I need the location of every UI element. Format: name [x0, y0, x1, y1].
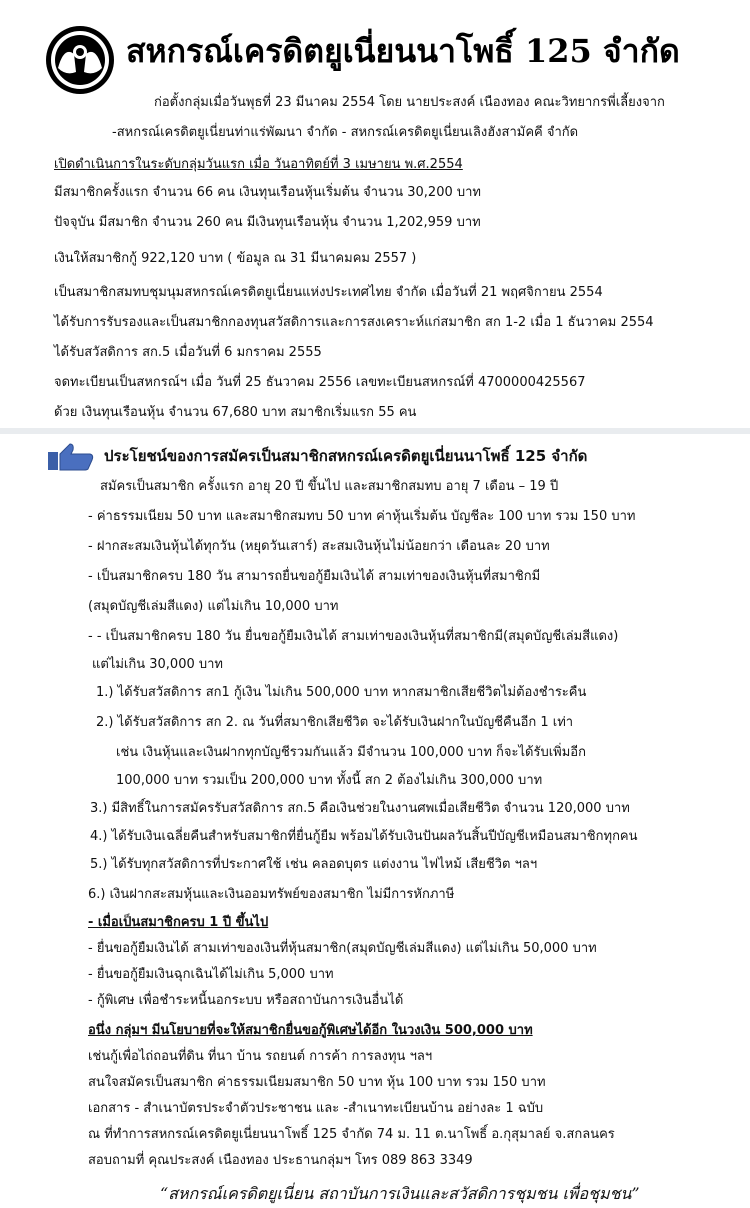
- benefit-line-special-loan: - กู้พิเศษ เพื่อชำระหนี้นอกระบบ หรือสถาบันการเงินอื่นได้: [88, 993, 404, 1008]
- benefit-line-apply: สนใจสมัครเป็นสมาชิก ค่าธรรมเนียมสมาชิก 50 บาท หุ้น 100 บาท รวม 150 บาท: [88, 1075, 546, 1090]
- benefit-line-dividend: 4.) ได้รับเงินเฉลี่ยคืนสำหรับสมาชิกที่ยื่นกู้ยืม พร้อมได้รับเงินปันผลวันสิ้นปีบัญชีเหมือนสมาชิกทุกคน: [90, 829, 638, 844]
- closing-slogan: “สหกรณ์เครดิตยูเนี่ยน สถาบันการเงินและสวัสดิการชุมชน เพื่อชุมชน”: [160, 1184, 640, 1203]
- thumbs-up-icon: [46, 442, 96, 472]
- benefit-line-one-year: - เมื่อเป็นสมาชิกครบ 1 ปี ขึ้นไป: [88, 915, 269, 930]
- benefit-line-address: ณ ที่ทำการสหกรณ์เครดิตยูเนี่ยนนาโพธิ์ 125 จำกัด 74 ม. 11 ต.นาโพธิ์ อ.กุสุมาลย์ จ.สกลนคร: [88, 1127, 615, 1142]
- benefit-line-documents: เอกสาร - สำเนาบัตรประจำตัวประชาชน และ -สำเนาทะเบียนบ้าน อย่างละ 1 ฉบับ: [88, 1101, 544, 1116]
- benefit-line-sk2-total: 100,000 บาท รวมเป็น 200,000 บาท ทั้งนี้ สก 2 ต้องไม่เกิน 300,000 บาท: [116, 773, 543, 788]
- benefit-line-30000: แต่ไม่เกิน 30,000 บาท: [92, 657, 224, 672]
- history-league-member-line: เป็นสมาชิกสมทบชุมนุมสหกรณ์เครดิตยูเนี่ยนแห่งประเทศไทย จำกัด เมื่อวันที่ 21 พฤศจิกายน 2554: [54, 285, 603, 300]
- benefits-title: ประโยชน์ของการสมัครเป็นสมาชิกสหกรณ์เครดิตยูเนี่ยนนาโพธิ์ 125 จำกัด: [104, 447, 588, 465]
- founded-line: ก่อตั้งกลุ่มเมื่อวันพุธที่ 23 มีนาคม 2554 โดย นายประสงค์ เนืองทอง คณะวิทยากรพี่เลี้ยงจาก: [154, 95, 665, 110]
- benefit-line-no-tax: 6.) เงินฝากสะสมหุ้นและเงินออมทรัพย์ของสมาชิก ไม่มีการหักภาษี: [88, 887, 455, 902]
- history-welfare-fund-line: ได้รับการรับรองและเป็นสมาชิกกองทุนสวัสดิการและการสงเคราะห์แก่สมาชิก สก 1-2 เมื่อ 1 ธันวาคม 2554: [54, 315, 654, 330]
- benefits-document: [0, 434, 750, 1208]
- benefit-line-sk2: 2.) ได้รับสวัสดิการ สก 2. ณ วันที่สมาชิกเสียชีวิต จะได้รับเงินฝากในบัญชีคืนอีก 1 เท่า: [96, 715, 574, 730]
- history-initial-capital-line: ด้วย เงินทุนเรือนหุ้น จำนวน 67,680 บาท สมาชิกเริ่มแรก 55 คน: [54, 405, 417, 420]
- history-loans-line: เงินให้สมาชิกกู้ 922,120 บาท ( ข้อมูล ณ 31 มีนาคมคม 2557 ): [54, 251, 417, 266]
- benefit-line-policy: อนึ่ง กลุ่มฯ มีนโยบายที่จะให้สมาชิกยื่นขอกู้พิเศษได้อีก ในวงเงิน 500,000 บาท: [88, 1023, 533, 1038]
- benefit-line-180-days: - เป็นสมาชิกครบ 180 วัน สามารถยื่นขอกู้ยืมเงินได้ สามเท่าของเงินหุ้นที่สมาชิกมี: [88, 569, 541, 584]
- cooperative-info-document: [0, 0, 750, 429]
- history-registration-line: จดทะเบียนเป็นสหกรณ์ฯ เมื่อ วันที่ 25 ธันวาคม 2556 เลขทะเบียนสหกรณ์ที่ 4700000425567: [54, 375, 586, 390]
- benefit-line-contact: สอบถามที่ คุณประสงค์ เนืองทอง ประธานกลุ่มฯ โทร 089 863 3349: [88, 1153, 473, 1168]
- hands-coin-logo-icon: [44, 24, 116, 96]
- benefit-line-one-year-loan: - ยื่นขอกู้ยืมเงินได้ สามเท่าของเงินที่หุ้นสมาชิก(สมุดบัญชีเล่มสีแดง) แต่ไม่เกิน 50,000 บาท: [88, 941, 597, 956]
- mentors-line: -สหกรณ์เครดิตยูเนี่ยนท่าแร่พัฒนา จำกัด - สหกรณ์เครดิตยูเนี่ยนเลิงฮังสามัคคี จำกัด: [112, 125, 579, 140]
- benefit-line-sk2-example: เช่น เงินหุ้นและเงินฝากทุกบัญชีรวมกันแล้ว มีจำนวน 100,000 บาท ก็จะได้รับเพิ่มอีก: [116, 745, 586, 760]
- benefit-line-180-days-2: - - เป็นสมาชิกครบ 180 วัน ยื่นขอกู้ยืมเงินได้ สามเท่าของเงินหุ้นที่สมาชิกมี(สมุดบัญชีเล่มสีแดง): [88, 629, 619, 644]
- benefit-line-age: สมัครเป็นสมาชิก ครั้งแรก อายุ 20 ปี ขึ้นไป และสมาชิกสมทบ อายุ 7 เดือน – 19 ปี: [100, 479, 559, 494]
- benefit-line-sk1: 1.) ได้รับสวัสดิการ สก1 กู้เงิน ไม่เกิน 500,000 บาท หากสมาชิกเสียชีวิตไม่ต้องชำระคืน: [96, 685, 587, 700]
- history-opening-line: เปิดดำเนินการในระดับกลุ่มวันแรก เมื่อ วันอาทิตย์ที่ 3 เมษายน พ.ศ.2554: [54, 157, 463, 172]
- benefit-line-10000: (สมุดบัญชีเล่มสีแดง) แต่ไม่เกิน 10,000 บาท: [88, 599, 339, 614]
- benefit-line-policy-examples: เช่นกู้เพื่อไถ่ถอนที่ดิน ที่นา บ้าน รถยนต์ การค้า การลงทุน ฯลฯ: [88, 1049, 433, 1064]
- history-welfare-sk5-line: ได้รับสวัสดิการ สก.5 เมื่อวันที่ 6 มกราคม 2555: [54, 345, 322, 360]
- history-first-members-line: มีสมาชิกครั้งแรก จำนวน 66 คน เงินทุนเรือนหุ้นเริ่มต้น จำนวน 30,200 บาท: [54, 185, 482, 200]
- benefit-line-deposit: - ฝากสะสมเงินหุ้นได้ทุกวัน (หยุดวันเสาร์) สะสมเงินหุ้นไม่น้อยกว่า เดือนละ 20 บาท: [88, 539, 550, 554]
- benefit-line-emergency-loan: - ยื่นขอกู้ยืมเงินฉุกเฉินได้ไม่เกิน 5,000 บาท: [88, 967, 334, 982]
- page-title: สหกรณ์เครดิตยูเนี่ยนนาโพธิ์ 125 จำกัด: [126, 32, 680, 70]
- benefit-line-sk5: 3.) มีสิทธิ์ในการสมัครรับสวัสดิการ สก.5 คือเงินช่วยในงานศพเมื่อเสียชีวิต จำนวน 120,000 บาท: [90, 801, 630, 816]
- history-current-members-line: ปัจจุบัน มีสมาชิก จำนวน 260 คน มีเงินทุนเรือนหุ้น จำนวน 1,202,959 บาท: [54, 215, 481, 230]
- benefit-line-fees: - ค่าธรรมเนียม 50 บาท และสมาชิกสมทบ 50 บาท ค่าหุ้นเริ่มต้น บัญชีละ 100 บาท รวม 150 บาท: [88, 509, 636, 524]
- benefit-line-all-welfare: 5.) ได้รับทุกสวัสดิการที่ประกาศใช้ เช่น คลอดบุตร แต่งงาน ไฟไหม้ เสียชีวิต ฯลฯ: [90, 857, 538, 872]
